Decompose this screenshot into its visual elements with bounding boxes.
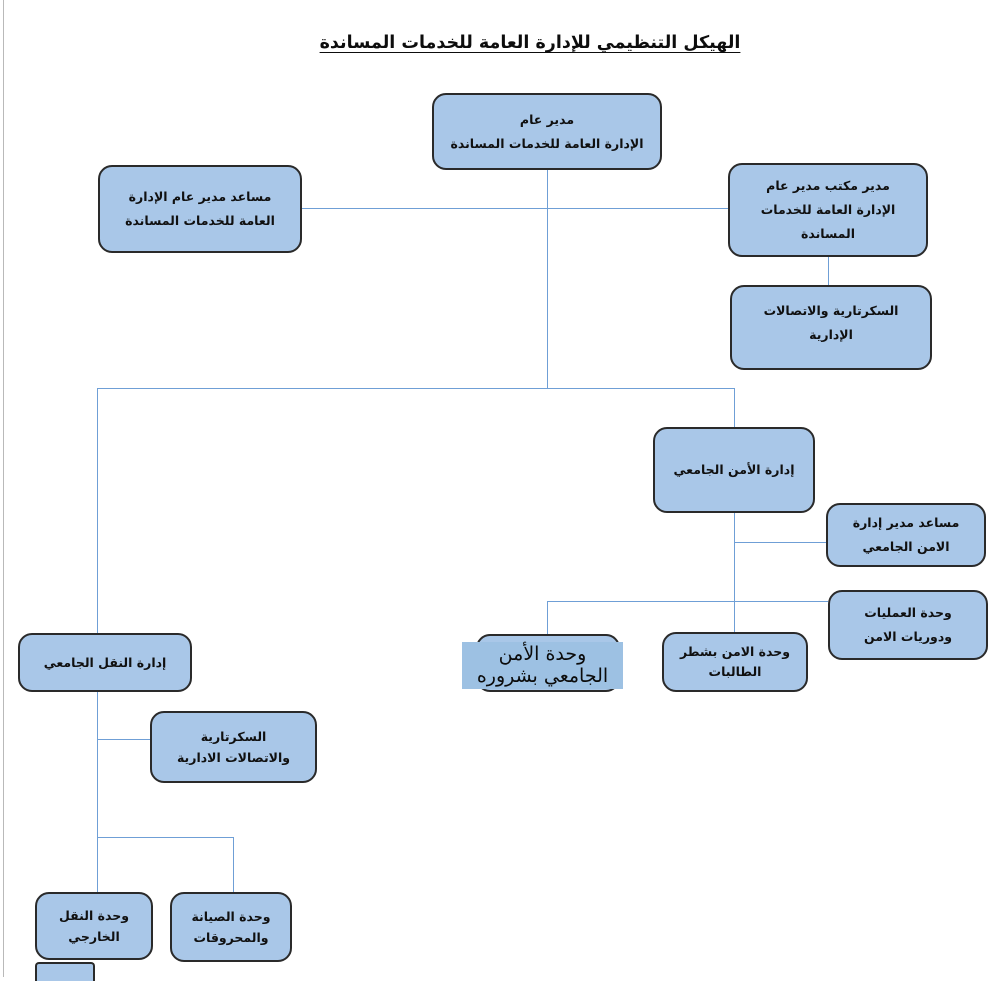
connector (233, 837, 234, 893)
node-label: العامة للخدمات المساندة (125, 213, 275, 228)
connector (547, 601, 828, 602)
connector (302, 208, 728, 209)
connector (547, 601, 548, 634)
node-label: وحدة العمليات (864, 605, 952, 621)
node-label: السكرتارية (200, 728, 267, 744)
node-label: الامن الجامعي (862, 539, 950, 554)
node-label: مساعد مدير إدارة (852, 515, 960, 531)
node-label: وحدة الامن بشطر (679, 644, 791, 659)
connector (734, 542, 826, 543)
node-label: وحدة الصيانة (191, 908, 271, 924)
connector (547, 170, 548, 388)
node-transport-admin (18, 633, 192, 692)
node-secretariat-transport (150, 711, 317, 783)
node-label: وحدة الأمن (498, 642, 587, 665)
connector (734, 388, 735, 427)
node-label: الجامعي بشروره (476, 664, 609, 687)
connector (97, 837, 98, 893)
connector (97, 388, 98, 633)
node-security-assistant (826, 503, 986, 567)
connector (97, 837, 233, 838)
node-label: المساندة (800, 225, 856, 241)
node-label: إدارة الأمن الجامعي (673, 462, 795, 478)
node-label: الإدارة العامة للخدمات (760, 202, 896, 218)
node-maintenance-fuel-unit (170, 892, 292, 962)
node-label: ودوريات الامن (863, 629, 953, 644)
node-security-admin (653, 427, 815, 513)
node-label: إدارة النقل الجامعي (43, 654, 167, 670)
node-label: والاتصالات الادارية (176, 750, 291, 765)
node-label: مدير عام (519, 111, 575, 127)
node-security-female-section (662, 632, 808, 692)
node-label: وحدة النقل (59, 907, 129, 923)
node-sharurah-security-unit-label (462, 642, 623, 689)
node-label: والمحروقات (193, 930, 269, 945)
page-left-border (3, 0, 4, 977)
node-external-transport-unit (35, 892, 153, 960)
node-label: الإدارة العامة للخدمات المساندة (450, 135, 644, 151)
node-secretariat-admin-comms (730, 285, 932, 370)
node-operations-patrols-unit (828, 590, 988, 660)
connector (97, 388, 735, 389)
node-label: السكرتارية والاتصالات (763, 303, 899, 318)
connector (97, 692, 98, 837)
node-label: الخارجي (68, 929, 120, 944)
node-label: الإدارية (809, 326, 853, 342)
node-assistant-director-general (98, 165, 302, 253)
connector (828, 257, 829, 285)
node-label: مساعد مدير عام الإدارة (128, 189, 272, 205)
node-director-general (432, 93, 662, 170)
node-partial-box (35, 962, 95, 981)
connector (734, 513, 735, 632)
chart-title: الهيكل التنظيمي للإدارة العامة للخدمات المساندة (319, 33, 741, 53)
node-office-director (728, 163, 928, 257)
node-label: مدير مكتب مدير عام (766, 178, 890, 194)
node-label: الطالبات (708, 664, 762, 679)
connector (97, 739, 150, 740)
